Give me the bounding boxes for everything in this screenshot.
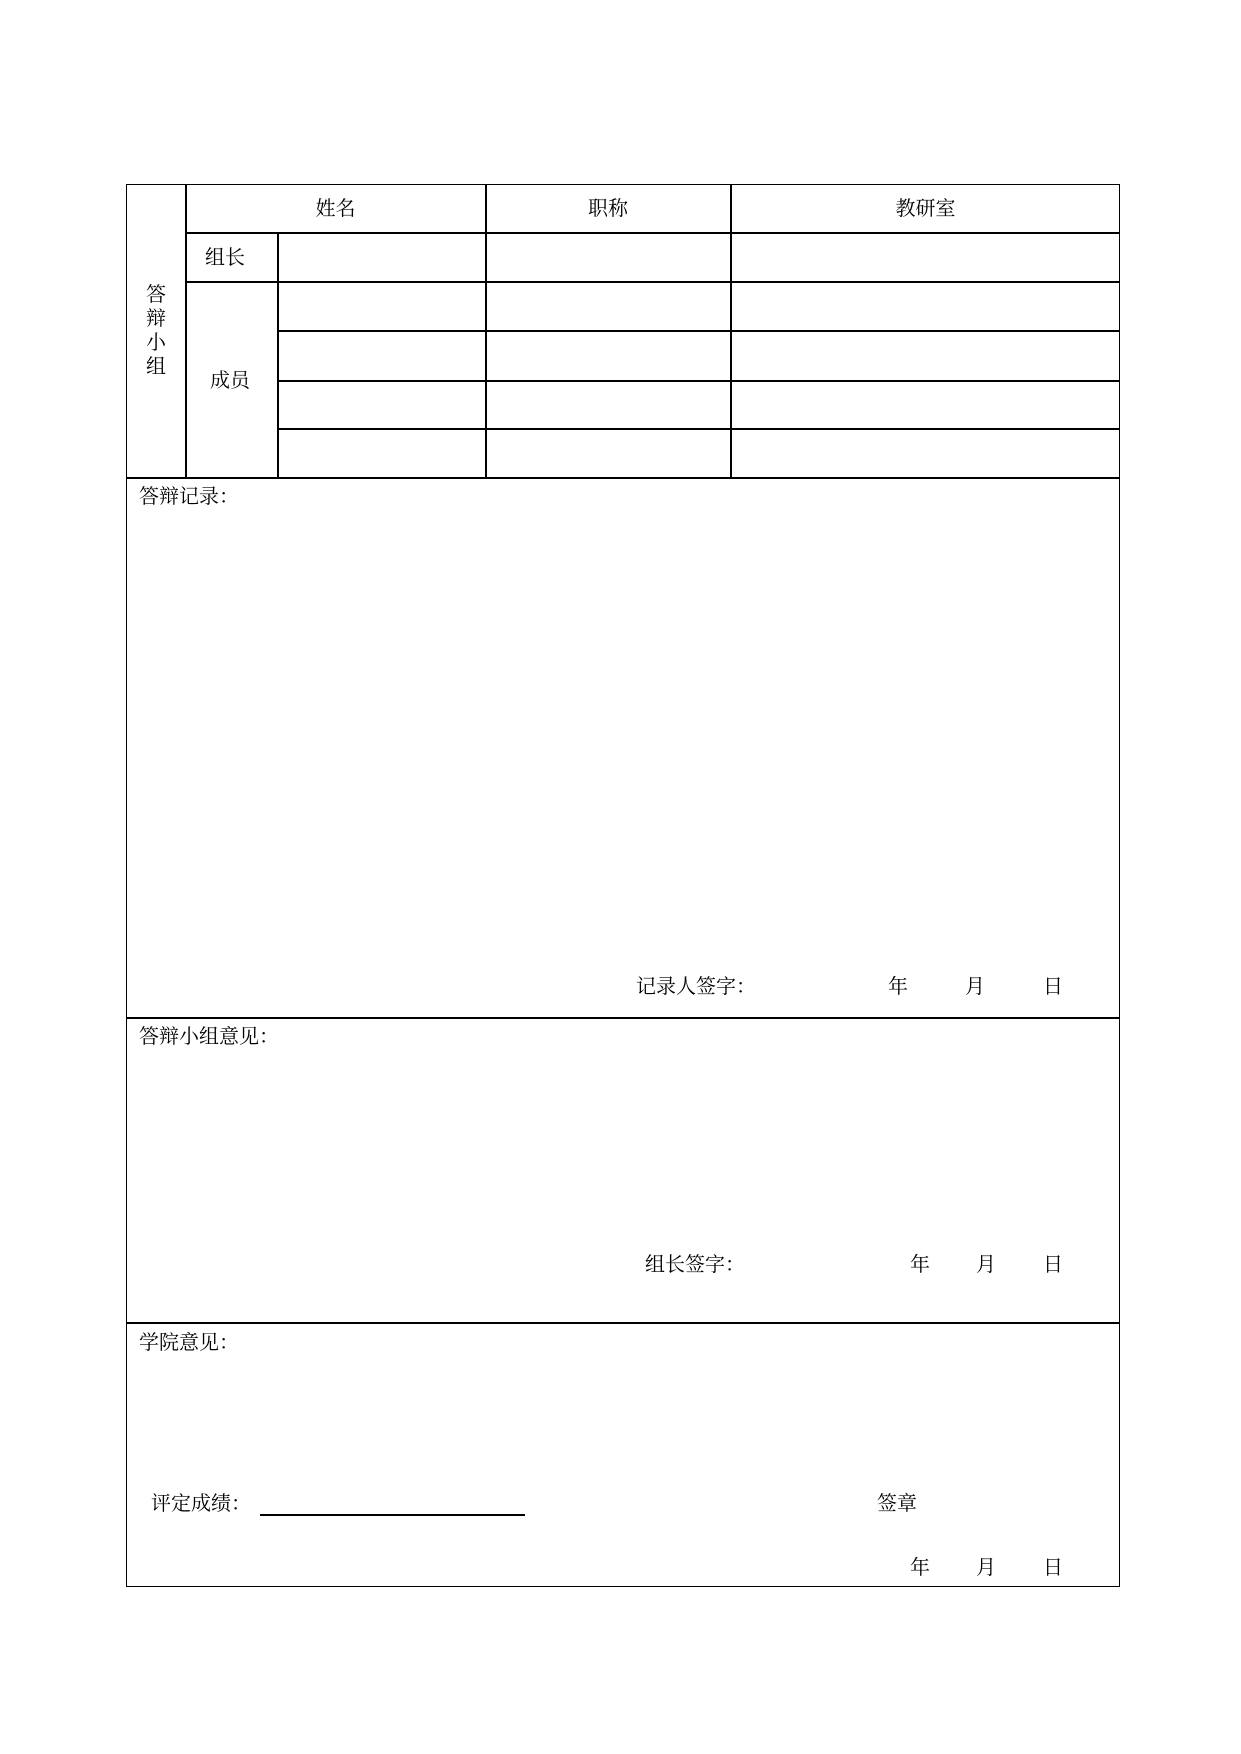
college-month-label: 月 — [976, 1555, 996, 1579]
leader-label: 组长 — [205, 245, 245, 269]
record-year-label: 年 — [888, 974, 908, 998]
record-day-label: 日 — [1043, 974, 1063, 998]
side-label-char: 组 — [146, 354, 166, 378]
divider — [277, 330, 1120, 332]
side-label-char: 辩 — [146, 306, 166, 330]
header-name: 姓名 — [315, 196, 356, 220]
college-day-label: 日 — [1043, 1555, 1063, 1579]
opinion-day-label: 日 — [1043, 1252, 1063, 1276]
opinion-year-label: 年 — [910, 1252, 930, 1276]
grade-underline[interactable] — [260, 1514, 525, 1516]
divider — [126, 1322, 1120, 1324]
divider — [185, 232, 1120, 234]
record-label: 答辩记录： — [139, 484, 239, 508]
side-label-char: 小 — [146, 330, 166, 354]
divider — [277, 428, 1120, 430]
seal-label: 签章 — [877, 1491, 917, 1515]
form-frame — [126, 184, 1120, 1587]
header-title: 职称 — [588, 196, 628, 220]
header-department: 教研室 — [895, 196, 956, 220]
college-label: 学院意见： — [139, 1330, 239, 1354]
opinion-month-label: 月 — [976, 1252, 996, 1276]
divider — [126, 1017, 1120, 1019]
divider — [277, 232, 279, 478]
side-label-char: 答 — [146, 282, 166, 306]
opinion-signer-label: 组长签字： — [645, 1252, 745, 1276]
divider — [185, 281, 1120, 283]
committee-side-label — [126, 282, 186, 378]
opinion-label: 答辩小组意见： — [139, 1024, 279, 1048]
divider — [126, 477, 1120, 479]
grade-label: 评定成绩： — [151, 1491, 251, 1515]
record-signer-label: 记录人签字： — [636, 974, 756, 998]
divider — [277, 380, 1120, 382]
members-label: 成员 — [210, 368, 250, 392]
record-month-label: 月 — [965, 974, 985, 998]
college-year-label: 年 — [910, 1555, 930, 1579]
